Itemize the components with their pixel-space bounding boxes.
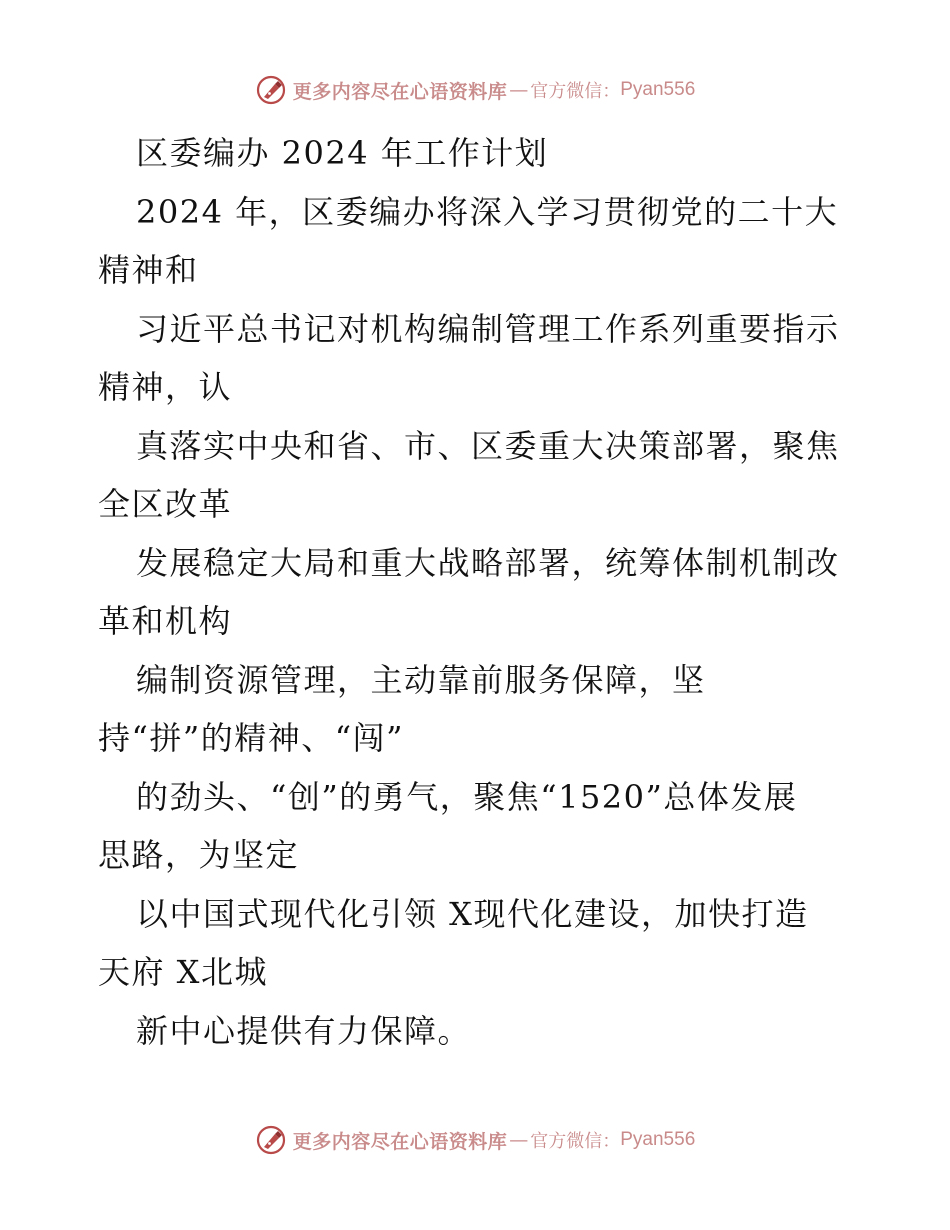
banner-wechat-id: Pyan556 xyxy=(620,79,696,100)
paragraph-line: 革和机构 xyxy=(98,602,233,640)
banner-text: 更多内容尽在心语资料库 xyxy=(292,80,508,103)
header-banner xyxy=(0,70,950,110)
pen-nib-icon xyxy=(255,1124,287,1156)
pen-nib-icon xyxy=(255,74,287,106)
banner-wechat-label: 官方微信： xyxy=(530,81,621,102)
banner-wechat-id: Pyan556 xyxy=(620,1129,696,1150)
banner-separator: — xyxy=(509,79,529,101)
banner-separator: — xyxy=(509,1129,529,1151)
paragraph-line: 精神，认 xyxy=(98,368,233,406)
paragraph-line: 编制资源管理，主动靠前服务保障，坚 xyxy=(136,660,706,699)
banner-wechat-label: 官方微信： xyxy=(530,1131,621,1152)
paragraph-line: 习近平总书记对机构编制管理工作系列重要指示 xyxy=(136,309,840,348)
paragraph-line: 全区改革 xyxy=(98,485,233,523)
paragraph-line: 新中心提供有力保障。 xyxy=(136,1011,472,1050)
paragraph-line: 思路，为坚定 xyxy=(98,836,300,874)
paragraph-line: 真落实中央和省、市、区委重大决策部署，聚焦 xyxy=(136,426,840,465)
paragraph-line: 2024 年，区委编办将深入学习贯彻党的二十大 xyxy=(136,192,839,231)
paragraph-line: 天府 X北城 xyxy=(98,953,268,991)
paragraph-line: 以中国式现代化引领 X现代化建设，加快打造 xyxy=(136,894,809,933)
banner-text: 更多内容尽在心语资料库 xyxy=(292,1130,508,1153)
document-body xyxy=(98,124,858,1060)
paragraph-line: 精神和 xyxy=(98,251,199,289)
paragraph-line: 发展稳定大局和重大战略部署，统筹体制机制改 xyxy=(136,543,840,582)
document-title: 区委编办 2024 年工作计划 xyxy=(136,134,549,172)
footer-banner xyxy=(0,1120,950,1160)
paragraph-line: 的劲头、“创”的勇气，聚焦“1520”总体发展 xyxy=(136,777,798,816)
paragraph-line: 持“拼”的精神、“闯” xyxy=(98,719,404,757)
